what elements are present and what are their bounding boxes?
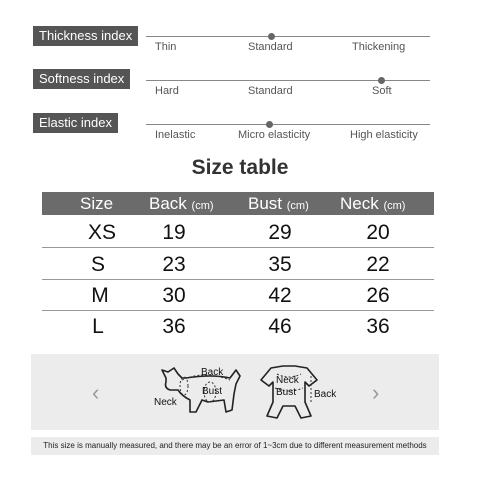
thickness-option-standard: Standard (248, 41, 293, 53)
garment-bust-label: Bust (276, 387, 297, 398)
softness-option-hard: Hard (155, 85, 179, 97)
elastic-index-label: Elastic index (33, 113, 118, 133)
thickness-scale-line (146, 36, 430, 37)
elastic-option-inelastic: Inelastic (155, 129, 196, 141)
garment-neck-label: Neck (276, 375, 299, 386)
cell-bust: 42 (268, 284, 292, 307)
cell-neck: 22 (366, 253, 390, 276)
size-table-header (42, 192, 434, 215)
thickness-selected-marker (268, 33, 275, 40)
table-row (42, 312, 434, 342)
thickness-index-row (0, 26, 480, 66)
cell-size: XS (87, 221, 116, 244)
cell-neck: 26 (366, 284, 390, 307)
thickness-option-thin: Thin (155, 41, 177, 53)
softness-option-standard: Standard (248, 85, 293, 97)
cell-back: 23 (162, 253, 186, 276)
cell-back: 30 (162, 284, 186, 307)
elastic-index-row (0, 113, 480, 153)
row-divider (42, 247, 434, 248)
softness-index-row (0, 69, 480, 109)
cell-bust: 35 (268, 253, 292, 276)
header-bust: Bust (cm) (248, 194, 309, 213)
dog-back-label: Back (201, 367, 224, 378)
softness-option-soft: Soft (372, 85, 392, 97)
size-table-title: Size table (191, 156, 289, 179)
header-back: Back (cm) (149, 194, 214, 213)
softness-index-label: Softness index (33, 69, 130, 89)
dog-measure-illustration (152, 360, 248, 424)
thickness-option-thickening: Thickening (352, 41, 406, 53)
cell-size: M (91, 284, 109, 307)
cell-size: L (92, 315, 104, 338)
row-divider (42, 279, 434, 280)
cell-back: 36 (162, 315, 186, 338)
cell-neck: 20 (366, 221, 390, 244)
softness-selected-marker (378, 77, 385, 84)
table-row (42, 218, 434, 248)
cell-bust: 29 (268, 221, 292, 244)
garment-back-label: Back (314, 389, 337, 400)
measurement-note: This size is manually measured, and there may be an error of 1~3cm due to different measurement methods (31, 437, 439, 455)
thickness-index-label: Thickness index (33, 26, 138, 46)
softness-scale-line (146, 80, 430, 81)
elastic-scale-line (146, 124, 430, 125)
row-divider (42, 310, 434, 311)
cell-neck: 36 (366, 315, 390, 338)
dog-bust-label: Bust (202, 386, 223, 397)
header-size: Size (80, 194, 114, 213)
dog-neck-label: Neck (154, 397, 177, 408)
elastic-selected-marker (266, 121, 273, 128)
elastic-option-high: High elasticity (350, 129, 418, 141)
cell-size: S (90, 253, 105, 276)
next-arrow-icon[interactable]: › (372, 380, 380, 405)
table-row (42, 281, 434, 311)
prev-arrow-icon[interactable]: ‹ (92, 380, 100, 405)
cell-back: 19 (162, 221, 186, 244)
cell-bust: 46 (268, 315, 292, 338)
header-neck: Neck (cm) (340, 194, 406, 213)
elastic-option-micro: Micro elasticity (238, 129, 311, 141)
table-row (42, 250, 434, 280)
